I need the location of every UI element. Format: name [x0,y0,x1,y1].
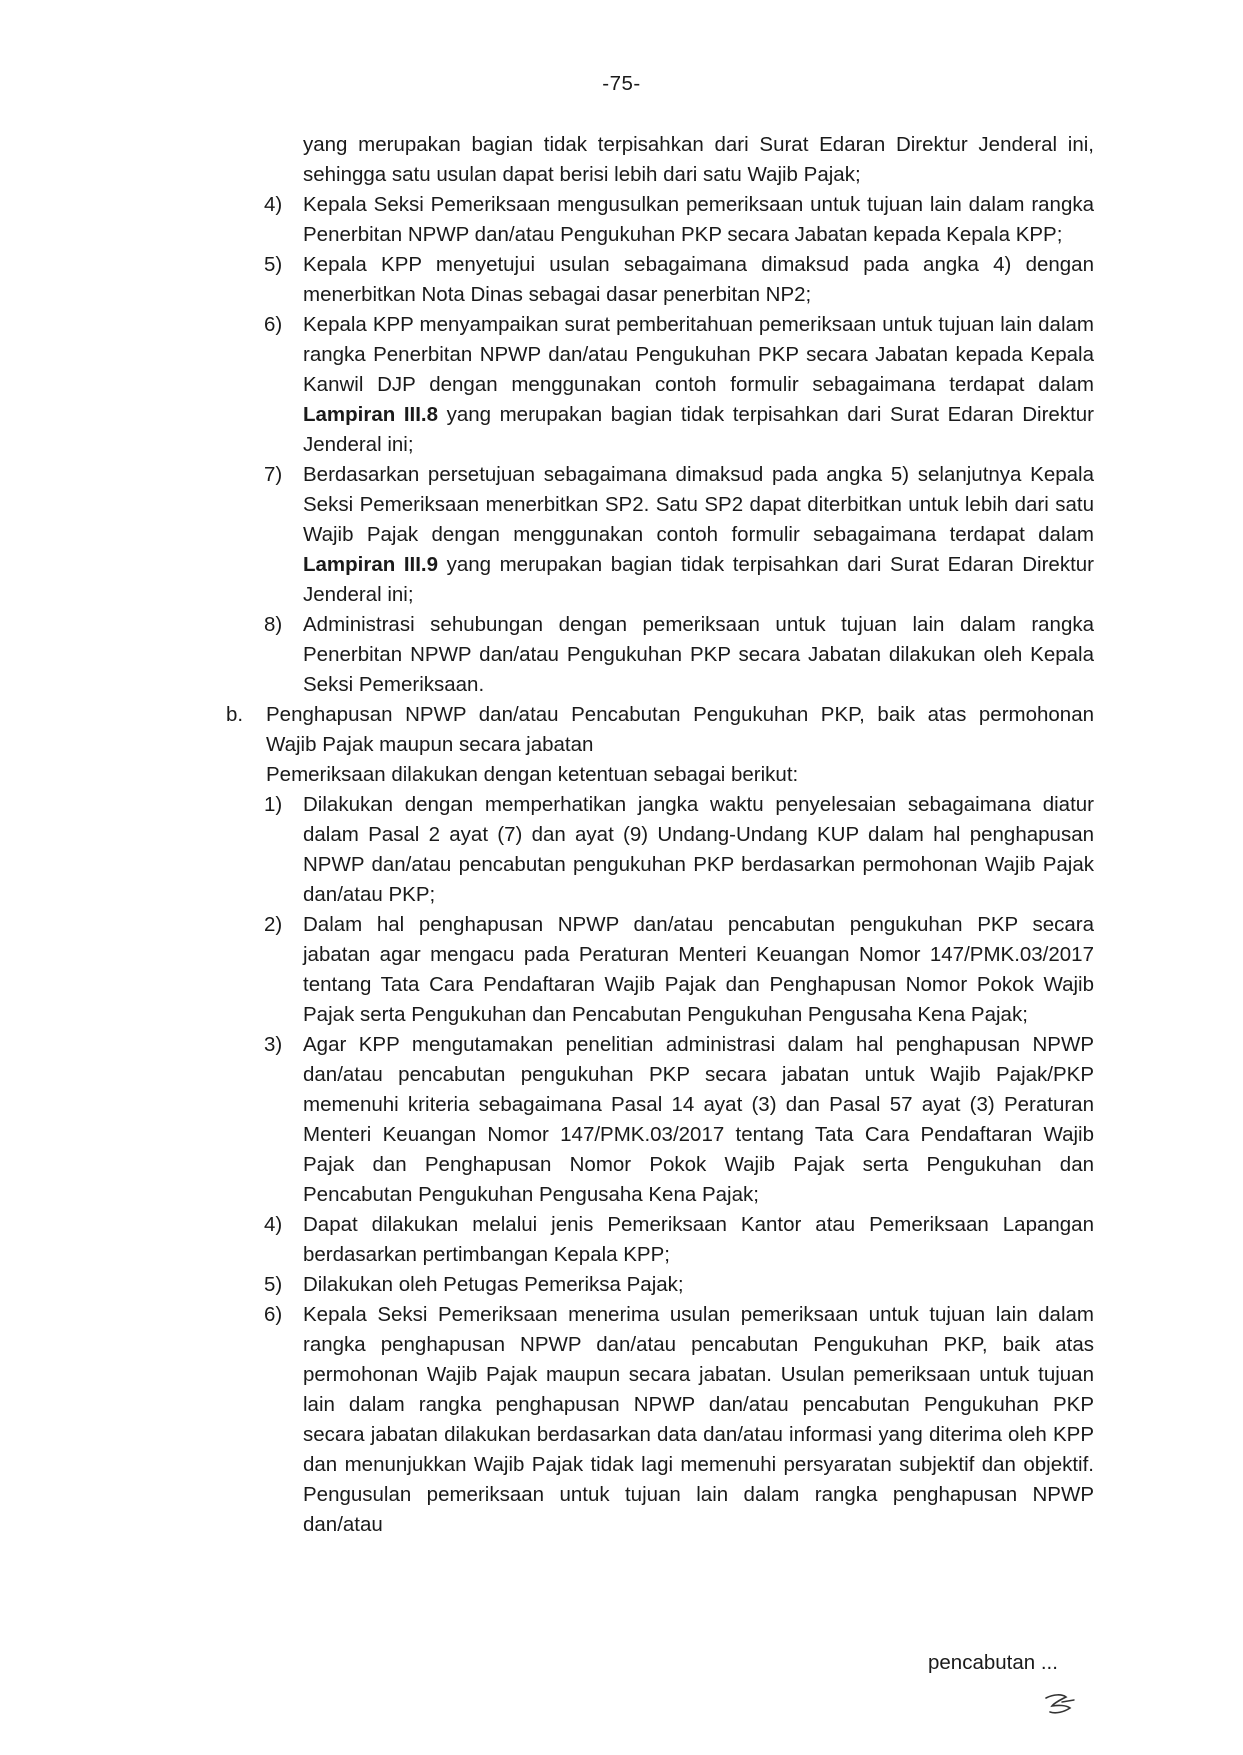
list-item-text: Kepala Seksi Pemeriksaan mengusulkan pemeriksaan untuk tujuan lain dalam rangka Penerbitan NPWP dan/atau Pengukuhan PKP secara Jabatan kepada Kepala KPP; [303,193,1094,246]
list-marker: 7) [264,463,283,486]
list-marker: 5) [264,253,283,276]
section-b-heading [0,700,1094,760]
list-marker: 2) [264,913,283,936]
section-a-list [0,190,1243,700]
list-item [0,310,1094,460]
section-b-intro: Pemeriksaan dilakukan dengan ketentuan sebagai berikut: [266,763,799,786]
list-marker: 6) [264,1303,283,1326]
list-item-text: Dilakukan dengan memperhatikan jangka waktu penyelesaian sebagaimana diatur dalam Pasal 2 ayat (7) dan ayat (9) Undang-Undang KUP dalam hal penghapusan NPWP dan/atau pencabutan pengukuhan PKP berdasarkan permohonan Wajib Pajak dan/atau PKP; [303,793,1094,906]
list-item-text: Agar KPP mengutamakan penelitian administrasi dalam hal penghapusan NPWP dan/atau pencabutan pengukuhan PKP secara jabatan untuk Wajib Pajak/PKP memenuhi kriteria sebagaimana Pasal 14 ayat (3) dan Pasal 57 ayat (3) Peraturan Menteri Keuangan Nomor 147/PMK.03/2017 tentang Tata Cara Pendaftaran Wajib Pajak dan Penghapusan Nomor Pokok Wajib Pajak serta Pengukuhan dan Pencabutan Pengukuhan Pengusaha Kena Pajak; [303,1033,1094,1206]
list-item-text: Berdasarkan persetujuan sebagaimana dimaksud pada angka 5) selanjutnya Kepala Seksi Pemeriksaan menerbitkan SP2. Satu SP2 dapat diterbitkan untuk lebih dari satu Wajib Pajak dengan menggunakan contoh formulir sebagaimana terdapat dalam [303,463,1094,546]
list-item [0,1210,1094,1270]
list-item [0,1300,1094,1540]
list-marker: 3) [264,1033,283,1056]
document-body [0,130,1243,1540]
list-item-text: Kepala KPP menyetujui usulan sebagaimana dimaksud pada angka 4) dengan menerbitkan Nota Dinas sebagai dasar penerbitan NP2; [303,253,1094,306]
list-item [0,610,1094,700]
next-page-catchword: pencabutan ... [928,1651,1058,1674]
section-marker: b. [226,703,244,726]
list-marker: 4) [264,1213,283,1236]
list-marker: 6) [264,313,283,336]
list-item [0,460,1094,610]
list-item-text: yang merupakan bagian tidak terpisahkan dari Surat Edaran Direktur Jenderal ini; [303,553,1095,606]
list-item-text: yang merupakan bagian tidak terpisahkan dari Surat Edaran Direktur Jenderal ini; [303,403,1095,456]
list-item [0,910,1094,1030]
list-item [0,790,1094,910]
page-number: -75- [602,72,641,95]
list-item-text: Dilakukan oleh Petugas Pemeriksa Pajak; [303,1273,684,1296]
list-item-text: Kepala Seksi Pemeriksaan menerima usulan pemeriksaan untuk tujuan lain dalam rangka penghapusan NPWP dan/atau pencabutan Pengukuhan PKP, baik atas permohonan Wajib Pajak maupun secara jabatan. Usulan pemeriksaan untuk tujuan lain dalam rangka penghapusan NPWP dan/atau pencabutan Pengukuhan PKP secara jabatan dilakukan berdasarkan data dan/atau informasi yang diterima oleh KPP dan menunjukkan Wajib Pajak tidak lagi memenuhi persyaratan subjektif dan objektif. Pengusulan pemeriksaan untuk tujuan lain dalam rangka penghapusan NPWP dan/atau [303,1303,1094,1536]
continuation-paragraph: yang merupakan bagian tidak terpisahkan dari Surat Edaran Direktur Jenderal ini, sehingga satu usulan dapat berisi lebih dari satu Wajib Pajak; [303,133,1094,186]
list-item [0,190,1094,250]
list-item [0,1270,1094,1300]
list-marker: 4) [264,193,283,216]
section-b-list [0,790,1243,1540]
attachment-reference: Lampiran III.9 [303,553,439,576]
list-item-text: Administrasi sehubungan dengan pemeriksaan untuk tujuan lain dalam rangka Penerbitan NPWP dan/atau Pengukuhan PKP secara Jabatan dilakukan oleh Kepala Seksi Pemeriksaan. [303,613,1094,696]
section-heading-text: Penghapusan NPWP dan/atau Pencabutan Pengukuhan PKP, baik atas permohonan Wajib Pajak maupun secara jabatan [266,703,1094,756]
handwritten-initial-mark [1040,1688,1080,1720]
attachment-reference: Lampiran III.8 [303,403,439,426]
list-marker: 1) [264,793,283,816]
list-marker: 5) [264,1273,283,1296]
list-marker: 8) [264,613,283,636]
list-item [0,1030,1094,1210]
list-item-text: Dalam hal penghapusan NPWP dan/atau pencabutan pengukuhan PKP secara jabatan agar mengacu pada Peraturan Menteri Keuangan Nomor 147/PMK.03/2017 tentang Tata Cara Pendaftaran Wajib Pajak dan Penghapusan Nomor Pokok Wajib Pajak serta Pengukuhan dan Pencabutan Pengukuhan Pengusaha Kena Pajak; [303,913,1094,1026]
list-item [0,250,1094,310]
list-item-text: Kepala KPP menyampaikan surat pemberitahuan pemeriksaan untuk tujuan lain dalam rangka Penerbitan NPWP dan/atau Pengukuhan PKP secara Jabatan kepada Kepala Kanwil DJP dengan menggunakan contoh formulir sebagaimana terdapat dalam [303,313,1094,396]
list-item-text: Dapat dilakukan melalui jenis Pemeriksaan Kantor atau Pemeriksaan Lapangan berdasarkan pertimbangan Kepala KPP; [303,1213,1094,1266]
